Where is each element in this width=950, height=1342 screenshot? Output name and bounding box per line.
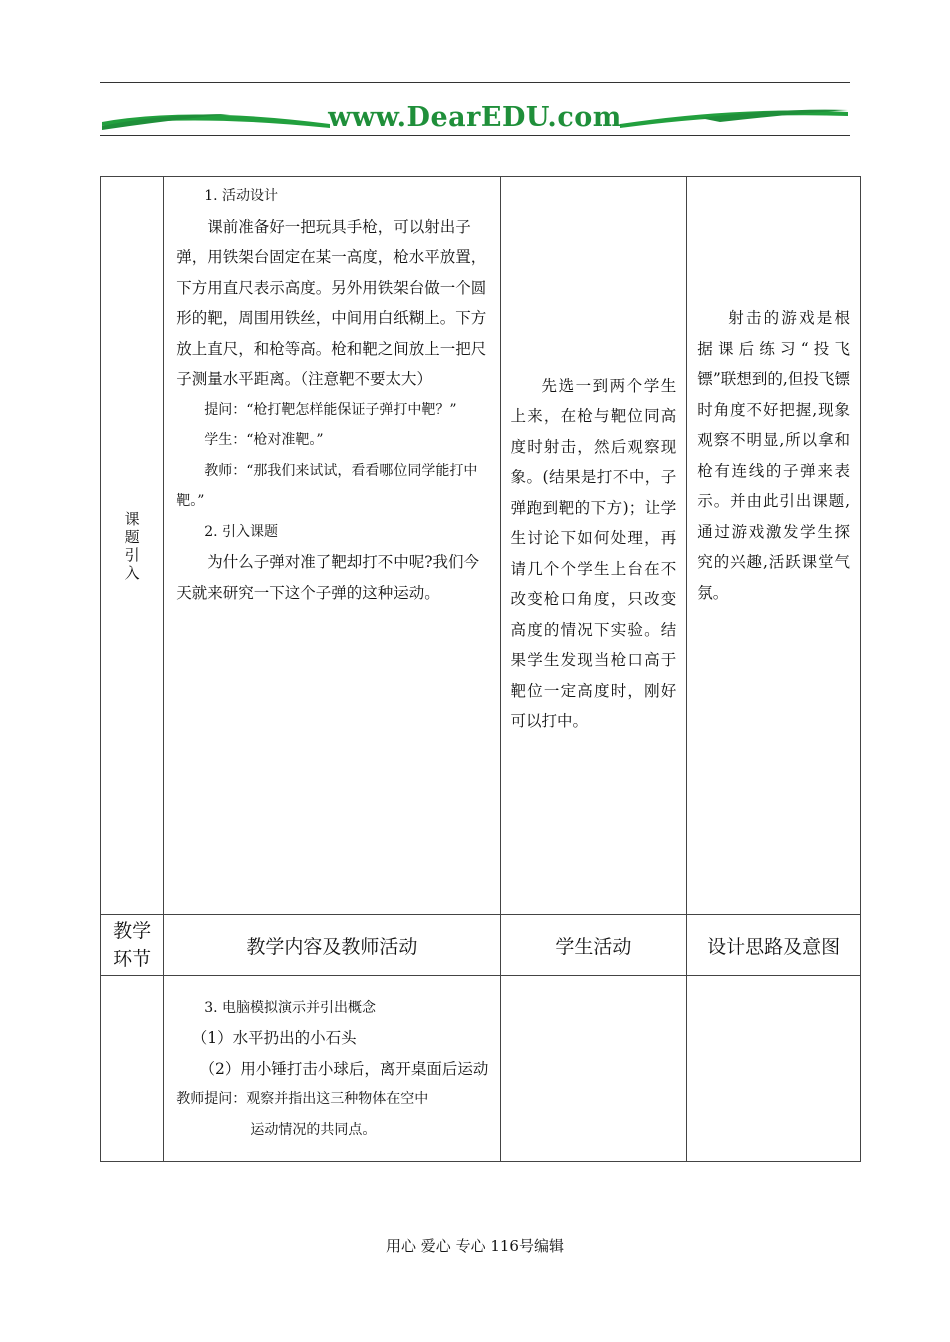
- content-cell: [164, 976, 500, 1162]
- topic-intro: 为什么子弹对准了靶却打不中呢?我们今天就来研究一下这个子弹的这种运动。: [176, 553, 480, 602]
- header-cell: [101, 915, 164, 976]
- site-logo[interactable]: www.DearEDU.com: [328, 102, 622, 133]
- teacher-reply: 教师：“那我们来试试，看看哪位同学能打中靶。”: [176, 462, 478, 509]
- header-cell: [687, 915, 861, 976]
- teacher-question-cont: 运动情况的共同点。: [250, 1121, 377, 1138]
- header-design: 设计思路及意图: [707, 935, 841, 958]
- content-cell: [164, 177, 500, 915]
- teacher-question: 提问：“枪打靶怎样能保证子弹打中靶？”: [204, 401, 457, 418]
- list-item: （1）水平扔出的小石头: [191, 1029, 357, 1048]
- table-header-row: [101, 915, 861, 976]
- header-stage: 教学环节: [113, 920, 152, 970]
- teacher-question: 教师提问：观察并指出这三种物体在空中: [176, 1091, 429, 1108]
- section-heading: 1. 活动设计: [204, 188, 279, 204]
- activity-description: 课前准备好一把玩具手枪，可以射出子弹，用铁架台固定在某一高度，枪水平放置，下方用直尺表示高度。另外用铁架台做一个圆形的靶，周围用铁丝，中间用白纸糊上。下方放上直尺，和枪等高。枪和靶之间放上一把尺子测量水平距离。（注意靶不要太大）: [176, 217, 487, 388]
- table-row: [101, 177, 861, 915]
- design-text: 射击的游戏是根据课后练习“投飞镖”联想到的,但投飞镖时角度不好把握,现象观察不明显,所以拿和枪有连线的子弹来表示。并由此引出课题,通过游戏激发学生探究的兴趣,活跃课堂气氛。: [697, 309, 850, 602]
- design-cell: [687, 976, 861, 1162]
- header-content: 教学内容及教师活动: [246, 935, 418, 958]
- student-activity-text: 先选一到两个学生上来，在枪与靶位同高度时射击，然后观察现象。(结果是打不中，子弹跑到靶的下方)；让学生讨论下如何处理，再请几个个学生上台在不改变枪口角度，只改变高度的情况下实验。结果学生发现当枪口高于靶位一定高度时，刚好可以打中。: [510, 376, 677, 730]
- student-answer: 学生：“枪对准靶。”: [204, 432, 324, 448]
- table-row: [101, 976, 861, 1162]
- header-cell: [164, 915, 500, 976]
- header-student: 学生活动: [555, 935, 632, 958]
- header-banner: [100, 100, 850, 140]
- stage-label: 课题引入: [124, 509, 140, 582]
- section-heading: 2. 引入课题: [204, 523, 279, 540]
- page-footer: 用心 爱心 专心 116号编辑: [386, 1237, 564, 1255]
- header-cell: [500, 915, 687, 976]
- header-rule-top: [100, 82, 850, 83]
- stage-cell: [101, 976, 164, 1162]
- student-activity-cell: [500, 177, 687, 915]
- design-cell: [687, 177, 861, 915]
- stage-cell: [101, 177, 164, 915]
- header-rule-bottom: [100, 135, 850, 136]
- list-item: （2）用小锤打击小球后，离开桌面后运动: [199, 1059, 489, 1078]
- lesson-plan-table: [100, 176, 861, 1162]
- student-activity-cell: [500, 976, 687, 1162]
- section-heading: 3. 电脑模拟演示并引出概念: [204, 999, 377, 1016]
